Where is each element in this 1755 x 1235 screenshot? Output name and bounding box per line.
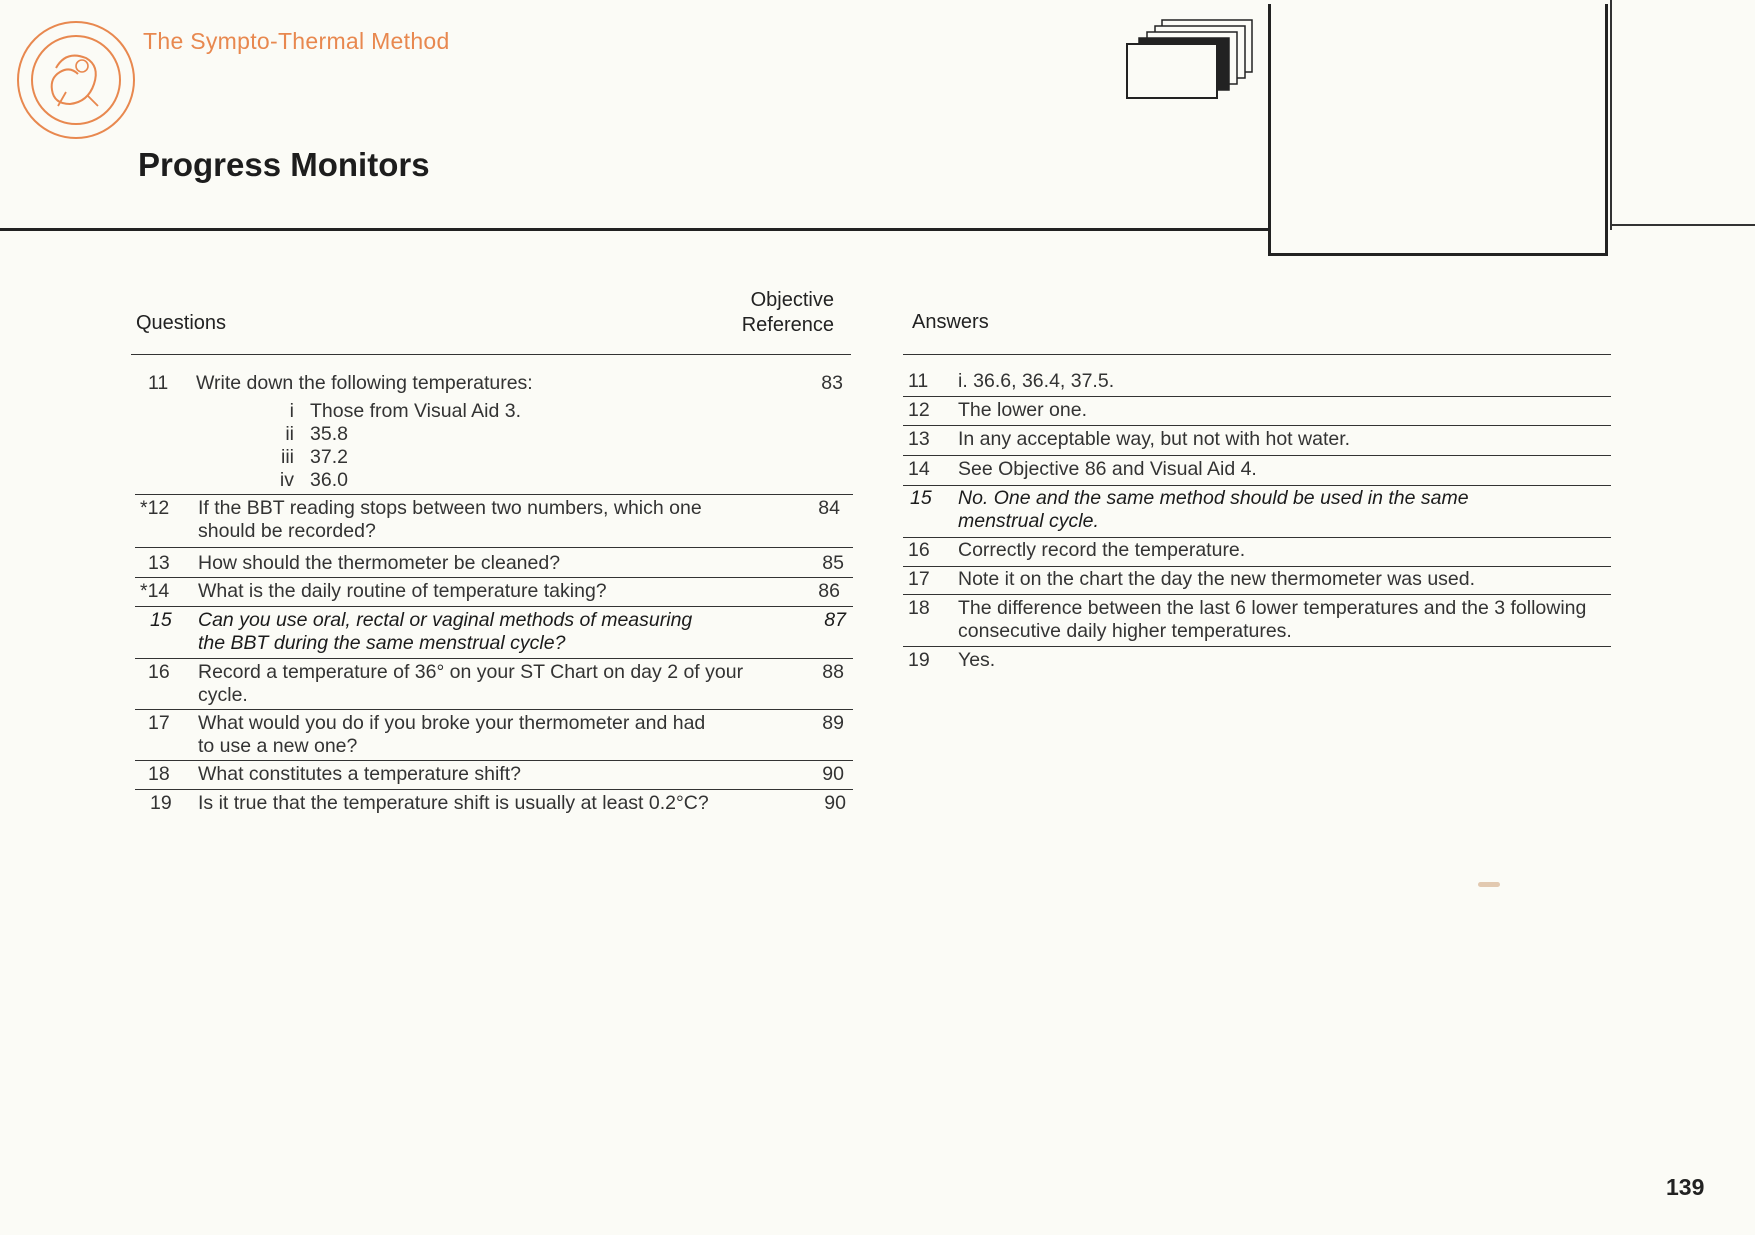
question-row-17: 17 What would you do if you broke your thermometer and had to use a new one? 89 — [148, 712, 844, 757]
row-rule — [903, 646, 1611, 647]
series-title: The Sympto-Thermal Method — [143, 28, 450, 54]
answers-heading: Answers — [912, 311, 989, 333]
row-rule — [903, 537, 1611, 538]
row-rule — [903, 594, 1611, 595]
answer-row-14: 14 See Objective 86 and Visual Aid 4. — [908, 458, 1257, 480]
page-title: Progress Monitors — [138, 146, 430, 183]
answer-row-17: 17 Note it on the chart the day the new thermometer was used. — [908, 568, 1476, 590]
row-rule — [135, 760, 853, 761]
row-rule — [135, 709, 853, 710]
row-rule — [903, 485, 1611, 486]
question-row-14: *14 What is the daily routine of temperature taking? 86 — [140, 580, 840, 602]
row-rule — [903, 425, 1611, 426]
questions-top-rule — [131, 354, 851, 355]
page-number: 139 — [1666, 1174, 1705, 1200]
row-rule — [135, 547, 853, 548]
answer-row-16: 16 Correctly record the temperature. — [908, 539, 1246, 561]
question-11-sub-ii: ii 35.8 — [285, 423, 348, 445]
right-divider — [1610, 0, 1612, 230]
row-rule — [135, 577, 853, 578]
header-rule-right — [1610, 224, 1755, 226]
method-logo-icon — [16, 20, 136, 140]
question-row-12: *12 If the BBT reading stops between two numbers, which one should be recorded? 84 — [140, 497, 840, 542]
answers-top-rule — [903, 354, 1611, 355]
answer-row-19: 19 Yes. — [908, 649, 996, 671]
row-rule — [903, 566, 1611, 567]
paper-mark — [1478, 882, 1500, 887]
question-11-sub-i: i Those from Visual Aid 3. — [289, 400, 521, 422]
question-row-16: 16 Record a temperature of 36° on your ST Chart on day 2 of your cycle. 88 — [148, 661, 844, 706]
question-11-sub-iv: iv 36.0 — [279, 469, 348, 491]
question-row-15: 15 Can you use oral, rectal or vaginal methods of measuring the BBT during the same menstrual cycle? 87 — [150, 609, 846, 654]
question-row-13: 13 How should the thermometer be cleaned? 85 — [148, 552, 844, 574]
question-row-11: 11 Write down the following temperatures: 83 i Those from Visual Aid 3. ii 35.8 iii 37.2 iv 36.0 — [148, 372, 843, 491]
row-rule — [135, 494, 853, 495]
answer-row-18: 18 The difference between the last 6 lower temperatures and the 3 following consecutive daily higher temperatures. — [908, 597, 1587, 642]
row-rule — [135, 658, 853, 659]
question-row-19: 19 Is it true that the temperature shift is usually at least 0.2°C? 90 — [150, 792, 846, 814]
question-row-18: 18 What constitutes a temperature shift? 90 — [148, 763, 844, 785]
tab-frame — [1268, 4, 1608, 256]
questions-heading: Questions — [136, 312, 227, 334]
question-11-sub-iii: iii 37.2 — [281, 446, 348, 468]
stacked-pages-icon — [1125, 18, 1257, 100]
reference-heading: Objective Reference — [741, 289, 834, 336]
header-rule — [0, 228, 1270, 231]
row-rule — [135, 789, 853, 790]
row-rule — [903, 455, 1611, 456]
answer-row-11: 11 i. 36.6, 36.4, 37.5. — [908, 370, 1115, 392]
row-rule — [135, 606, 853, 607]
answer-row-13: 13 In any acceptable way, but not with hot water. — [908, 428, 1351, 450]
row-rule — [903, 396, 1611, 397]
answer-row-15: 15 No. One and the same method should be used in the same menstrual cycle. — [910, 487, 1469, 532]
answer-row-12: 12 The lower one. — [908, 399, 1087, 421]
